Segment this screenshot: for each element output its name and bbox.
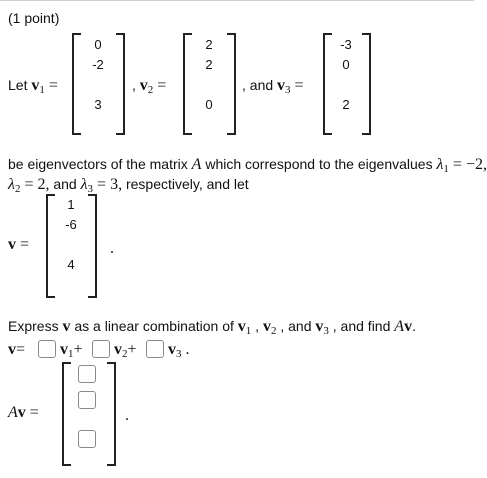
- coefficient-1-input[interactable]: [38, 340, 56, 358]
- v1-entry-3: 3: [94, 97, 102, 112]
- v-left-bracket: [46, 194, 55, 298]
- eigen-paragraph-line1: be eigenvectors of the matrix A which correspond to the eigenvalues λ1 = −2,: [8, 156, 487, 175]
- combination-term-1: v1+: [60, 341, 83, 360]
- v-entry-1: 1: [67, 197, 75, 212]
- v3-label: , and v3 =: [242, 77, 304, 96]
- v3-entry-2: 0: [342, 57, 350, 72]
- av-period: .: [125, 407, 129, 424]
- v2-left-bracket: [183, 33, 192, 135]
- av-entry-1-input[interactable]: [78, 365, 96, 383]
- av-label: Av =: [8, 404, 39, 421]
- v3-right-bracket: [362, 33, 371, 135]
- combination-equals: =: [16, 341, 26, 358]
- coefficient-2-input[interactable]: [92, 340, 110, 358]
- coefficient-3-input[interactable]: [146, 340, 164, 358]
- v2-entry-1: 2: [205, 37, 213, 52]
- top-divider: [0, 0, 474, 1]
- v-entry-2: -6: [65, 217, 77, 232]
- v1-entry-1: 0: [94, 37, 102, 52]
- av-left-bracket: [62, 362, 71, 466]
- v-entry-3: 4: [67, 257, 75, 272]
- combination-lhs: v: [8, 341, 16, 358]
- let-v1-label: Let v1 =: [8, 77, 58, 96]
- v-right-bracket: [88, 194, 97, 298]
- av-entry-3-input[interactable]: [78, 430, 96, 448]
- v1-right-bracket: [116, 33, 125, 135]
- v1-left-bracket: [72, 33, 81, 135]
- v3-entry-1: -3: [340, 37, 352, 52]
- v2-entry-3: 0: [205, 97, 213, 112]
- v-period: .: [110, 240, 114, 257]
- av-entry-2-input[interactable]: [78, 391, 96, 409]
- combination-term-3: v3 .: [168, 341, 190, 360]
- eigen-paragraph-line2: λ2 = 2, and λ3 = 3, respectively, and let: [8, 176, 249, 195]
- v1-entry-2: -2: [92, 57, 104, 72]
- points-label: (1 point): [8, 10, 60, 26]
- v2-label: , v2 =: [132, 77, 167, 96]
- combination-term-2: v2+: [114, 341, 137, 360]
- av-right-bracket: [107, 362, 116, 466]
- v-label: v =: [8, 236, 30, 253]
- v2-right-bracket: [227, 33, 236, 135]
- v3-entry-3: 2: [342, 97, 350, 112]
- express-instruction: Express v as a linear combination of v1 , v2 , and v3 , and find Av.: [8, 318, 416, 337]
- v2-entry-2: 2: [205, 57, 213, 72]
